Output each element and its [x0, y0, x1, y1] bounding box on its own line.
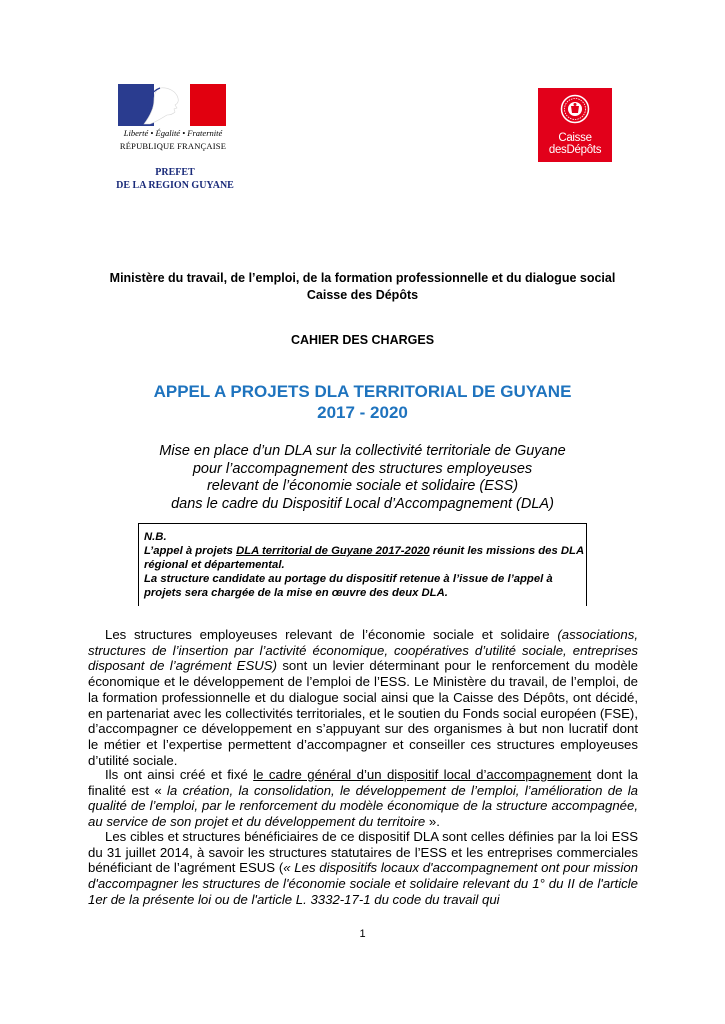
rf-name: RÉPUBLIQUE FRANÇAISE [119, 141, 227, 151]
paragraph-2 [88, 767, 638, 830]
marianne-profile-icon [142, 86, 192, 126]
caisse-line: Caisse des Dépôts [306, 288, 419, 302]
nb-sentence-2: La structure candidate au portage du dispositif retenue à l’issue de l’appel à projets sera chargée de la mise en œuvre des deux DLA. [144, 573, 553, 599]
prefet-label [90, 166, 260, 192]
p2-e: ». [425, 814, 440, 830]
nb-box [138, 523, 587, 606]
ministry-line: Ministère du travail, de l’emploi, de la formation professionnelle et du dialogue social [109, 271, 616, 285]
subtitle-line-3: relevant de l’économie sociale et solidaire (ESS) [206, 478, 519, 494]
nb-sentence-1 [144, 544, 584, 572]
paragraph-1 [88, 627, 638, 768]
p3-a: Les cibles et structures bénéficiaires de ce dispositif DLA sont celles définies par la loi ESS du 31 juillet 2014, à savoir les structures statutaires de l’ESS et les entreprises commerciales bénéficiant de l’agrément ESUS ( [88, 829, 638, 876]
republique-francaise-logo [118, 84, 228, 156]
p1-c: sont un levier déterminant pour le renforcement du modèle économique et le développement de l’emploi de l’ESS. Le Ministère du travail, de l’emploi, de la formation professionnelle et du dialogue social ainsi que la Caisse des Dépôts, ont décidé, en partenariat avec les collectivités territoriales, et le soutien du Fonds social européen (FSE), d’accompagner ce développement en s’appuyant sur des organismes à but non lucratif dont le métier et l’expertise permettent d’accompagner et conseiller ces structures employeuses d’utilité sociale. [88, 658, 638, 768]
ministry-heading [60, 270, 665, 304]
appel-years-line: 2017 - 2020 [317, 403, 408, 422]
p2-a: Ils ont ainsi créé et fixé [105, 767, 254, 782]
nb-t1-rest: réunit les missions des DLA régional et départemental. [144, 545, 584, 571]
cahier-des-charges-heading: CAHIER DES CHARGES [290, 333, 435, 347]
page-number: 1 [359, 928, 366, 940]
rf-motto: Liberté • Égalité • Fraternité [123, 128, 223, 138]
cdc-seal-icon [560, 94, 590, 124]
subtitle-line-2: pour l’accompagnement des structures employeuses [192, 460, 533, 477]
prefet-line: PREFET [155, 167, 195, 178]
nb-t1-underline: DLA territorial de Guyane 2017-2020 [236, 545, 430, 557]
p3-italic: « Les dispositifs locaux d'accompagnement ont pour mission d'accompagner les structures de l'économie sociale et solidaire relevant du 1° du II de l'article 1er de la présente loi ou de l'article L. 3332-17-1 du code du travail qui [88, 860, 638, 907]
p1-italic: (associations, structures de l’insertion par l’activité économique, coopératives d’utilité sociale, entreprises disposant de l’agrément ESUS) [88, 627, 638, 674]
subtitle-line-1: Mise en place d’un DLA sur la collectivité territoriale de Guyane [159, 443, 566, 459]
subtitle [60, 443, 665, 513]
subtitle-line-4: dans le cadre du Dispositif Local d’Accompagnement (DLA) [171, 495, 554, 512]
caisse-des-depots-logo [538, 88, 612, 162]
appel-title-line: APPEL A PROJETS DLA TERRITORIAL DE GUYANE [153, 382, 572, 401]
nb-t1: L’appel à projets [144, 545, 237, 557]
p2-italic: la création, la consolidation, le développement de l’emploi, l’amélioration de la qualité de l’emploi, par le renforcement du modèle économique de la structure accompagnée, au service de son projet et du développement du territoire [88, 782, 638, 830]
nb-label: N.B. [144, 531, 167, 543]
appel-title [60, 381, 665, 423]
p2-c: dont la finalité est « [88, 767, 638, 798]
cdc-line2: desDépôts [548, 144, 602, 156]
marianne-flag-icon [118, 84, 226, 126]
paragraph-3 [88, 829, 638, 908]
p1-a: Les structures employeuses relevant de l’économie sociale et solidaire [105, 627, 558, 642]
p2-underline: le cadre général d’un dispositif local d’accompagnement [253, 767, 592, 782]
cdc-line1: Caisse [558, 132, 592, 144]
nb-text [144, 530, 584, 600]
prefet-region-line: DE LA REGION GUYANE [116, 180, 234, 191]
cdc-wordmark [538, 132, 612, 156]
